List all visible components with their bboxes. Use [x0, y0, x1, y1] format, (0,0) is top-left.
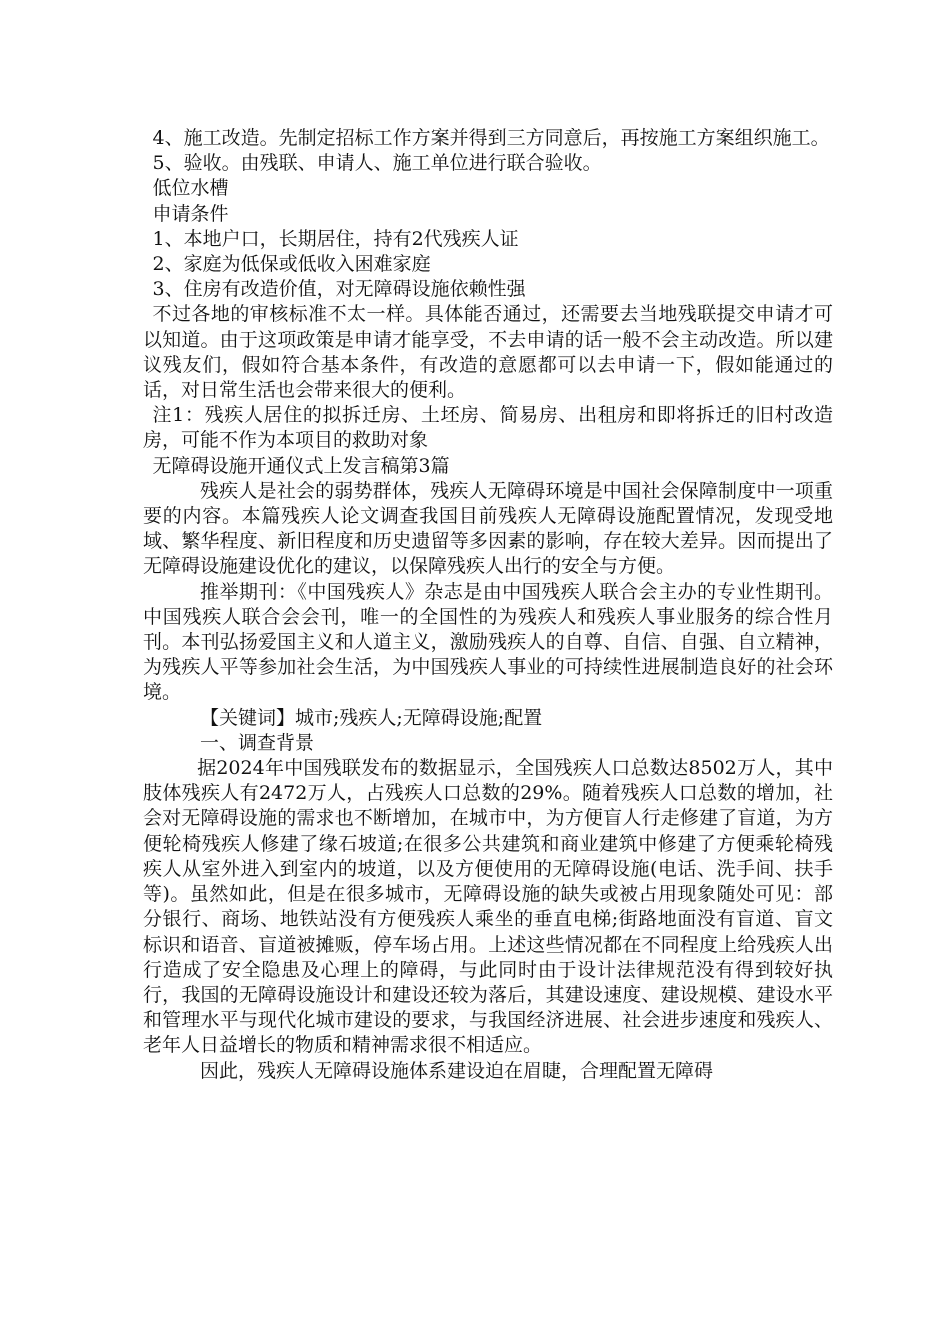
- section-title-speech-3: 无障碍设施开通仪式上发言稿第3篇: [152, 454, 450, 477]
- paragraph-acceptance-step: 5、验收。由残联、申请人、施工单位进行联合验收。: [152, 152, 602, 175]
- condition-item-3: 3、住房有改造价值，对无障碍设施依赖性强: [152, 278, 526, 301]
- heading-application-conditions: 申请条件: [152, 202, 229, 225]
- condition-item-2: 2、家庭为低保或低收入困难家庭: [152, 253, 431, 276]
- paragraph-background-data: 据2024年中国残联发布的数据显示，全国残疾人口总数达8502万人，其中肢体残疾人有2472万人，占残疾人口总数的29%。随着残疾人口总数的增加，社会对无障碍设施的需求也不断增加，在城市中，为方便盲人行走修建了盲道，为方便轮椅残疾人修建了缘石坡道;在很多公共建筑和商业建筑中修建了方便乘轮椅残疾人从室外进入到室内的坡道，以及方便使用的无障碍设施(电话、洗手间、扶手等)。虽然如此，但是在很多城市，无障碍设施的缺失或被占用现象随处可见：部分银行、商场、地铁站没有方便残疾人乘坐的垂直电梯;街路地面没有盲道、盲文标识和语音、盲道被摊贩，停车场占用。上述这些情况都在不同程度上给残疾人出行造成了安全隐患及心理上的障碍，与此同时由于设计法律规范没有得到较好执行，我国的无障碍设施设计和建设还较为落后，其建设速度、建设规模、建设水平和管理水平与现代化城市建设的要求，与我国经济进展、社会进步速度和残疾人、老年人日益增长的物质和精神需求很不相适应。: [143, 757, 833, 1057]
- paragraph-note-1: 注1：残疾人居住的拟拆迁房、土坯房、简易房、出租房和即将拆迁的旧村改造房，可能不作为本项目的救助对象: [143, 404, 833, 452]
- paragraph-construction-step: 4、施工改造。先制定招标工作方案并得到三方同意后，再按施工方案组织施工。: [152, 127, 830, 149]
- paragraph-recommended-journal: 推举期刊：《中国残疾人》杂志是由中国残疾人联合会主办的专业性期刊。中国残疾人联合会会刊，唯一的全国性的为残疾人和残疾人事业服务的综合性月刊。本刊弘扬爱国主义和人道主义，激励残疾人的自尊、自信、自强、自立精神，为残疾人平等参加社会生活，为中国残疾人事业的可持续性进展制造良好的社会环境。: [143, 580, 833, 704]
- condition-item-1: 1、本地户口，长期居住，持有2代残疾人证: [152, 227, 519, 250]
- paragraph-abstract: 残疾人是社会的弱势群体，残疾人无障碍环境是中国社会保障制度中一项重要的内容。本篇残疾人论文调查我国目前残疾人无障碍设施配置情况，发现受地域、繁华程度、新旧程度和历史遗留等多因素的影响，存在较大差异。因而提出了无障碍设施建设优化的建议，以保障残疾人出行的安全与方便。: [143, 479, 833, 578]
- paragraph-review-standards: 不过各地的审核标准不太一样。具体能否通过，还需要去当地残联提交申请才可以知道。由于这项政策是申请才能享受，不去申请的话一般不会主动改造。所以建议残友们，假如符合基本条件，有改造的意愿都可以去申请一下，假如能通过的话，对日常生活也会带来很大的便利。: [143, 303, 833, 402]
- document-body: [143, 126, 833, 1084]
- heading-survey-background: 一、调查背景: [200, 731, 315, 754]
- paragraph-conclusion-start: 因此，残疾人无障碍设施体系建设迫在眉睫，合理配置无障碍: [200, 1059, 714, 1082]
- heading-low-sink: 低位水槽: [152, 177, 229, 200]
- paragraph-keywords: 【关键词】城市;残疾人;无障碍设施;配置: [200, 706, 543, 729]
